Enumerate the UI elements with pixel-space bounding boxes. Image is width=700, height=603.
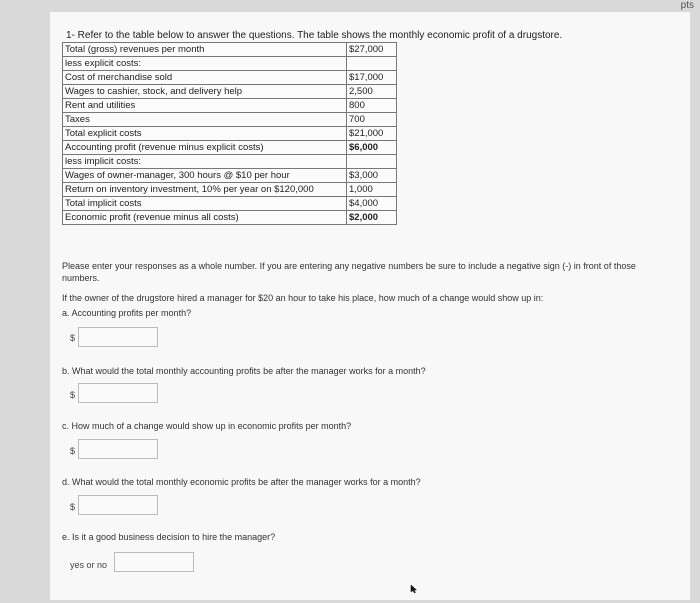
table-row — [63, 211, 397, 225]
row-label: Economic profit (revenue minus all costs) — [63, 211, 347, 225]
row-label: less explicit costs: — [63, 57, 347, 71]
row-value: $2,000 — [347, 211, 397, 225]
row-value: 1,000 — [347, 183, 397, 197]
table-row — [63, 127, 397, 141]
question-title: 1- Refer to the table below to answer the questions. The table shows the monthly economic profit of a drugstore. — [66, 30, 563, 41]
row-label: Accounting profit (revenue minus explicit costs) — [63, 141, 347, 155]
part-e-yes-no-label: yes or no — [70, 560, 108, 570]
scenario-text: If the owner of the drugstore hired a manager for $20 an hour to take his place, how much of a change would show up in: — [62, 293, 544, 303]
part-a-dollar-sign: $ — [70, 333, 76, 343]
row-label: Total (gross) revenues per month — [63, 43, 347, 57]
table-row — [63, 99, 397, 113]
row-label: Wages to cashier, stock, and delivery help — [63, 85, 347, 99]
profit-table — [62, 42, 397, 225]
points-label: pts — [680, 0, 694, 11]
part-b-question: b. What would the total monthly accounting profits be after the manager works for a month? — [62, 366, 426, 376]
row-value: 800 — [347, 99, 397, 113]
row-value: $17,000 — [347, 71, 397, 85]
table-row — [63, 183, 397, 197]
row-label: Cost of merchandise sold — [63, 71, 347, 85]
row-value: 2,500 — [347, 85, 397, 99]
row-label: Rent and utilities — [63, 99, 347, 113]
table-row — [63, 141, 397, 155]
row-label: Wages of owner-manager, 300 hours @ $10 per hour — [63, 169, 347, 183]
row-label: Total implicit costs — [63, 197, 347, 211]
row-value: $4,000 — [347, 197, 397, 211]
part-c-question: c. How much of a change would show up in economic profits per month? — [62, 421, 352, 431]
part-d-question: d. What would the total monthly economic profits be after the manager works for a month? — [62, 477, 421, 487]
row-value: $27,000 — [347, 43, 397, 57]
table-row — [63, 85, 397, 99]
instructions-text: Please enter your responses as a whole number. If you are entering any negative numbers be sure to include a negative sign (-) in front of those numbers. — [62, 261, 636, 283]
row-value: 700 — [347, 113, 397, 127]
table-row — [63, 169, 397, 183]
row-value: $3,000 — [347, 169, 397, 183]
table-row — [63, 57, 397, 71]
part-e-answer-input[interactable] — [114, 552, 194, 572]
mouse-cursor-icon — [410, 584, 418, 594]
row-label: Return on inventory investment, 10% per year on $120,000 — [63, 183, 347, 197]
part-d-dollar-sign: $ — [70, 502, 76, 512]
part-a-question: a. Accounting profits per month? — [62, 308, 192, 318]
row-value: $6,000 — [347, 141, 397, 155]
row-label: Taxes — [63, 113, 347, 127]
part-e-question: e. Is it a good business decision to hire the manager? — [62, 532, 276, 542]
table-row — [63, 155, 397, 169]
question-panel — [50, 12, 690, 600]
row-label: less implicit costs: — [63, 155, 347, 169]
part-c-answer-input[interactable] — [78, 439, 158, 459]
part-b-answer-input[interactable] — [78, 383, 158, 403]
part-c-dollar-sign: $ — [70, 446, 76, 456]
row-value — [347, 155, 397, 169]
part-b-dollar-sign: $ — [70, 390, 76, 400]
table-row — [63, 43, 397, 57]
table-row — [63, 197, 397, 211]
table-row — [63, 113, 397, 127]
row-value: $21,000 — [347, 127, 397, 141]
part-a-answer-input[interactable] — [78, 327, 158, 347]
row-label: Total explicit costs — [63, 127, 347, 141]
row-value — [347, 57, 397, 71]
table-row — [63, 71, 397, 85]
part-d-answer-input[interactable] — [78, 495, 158, 515]
